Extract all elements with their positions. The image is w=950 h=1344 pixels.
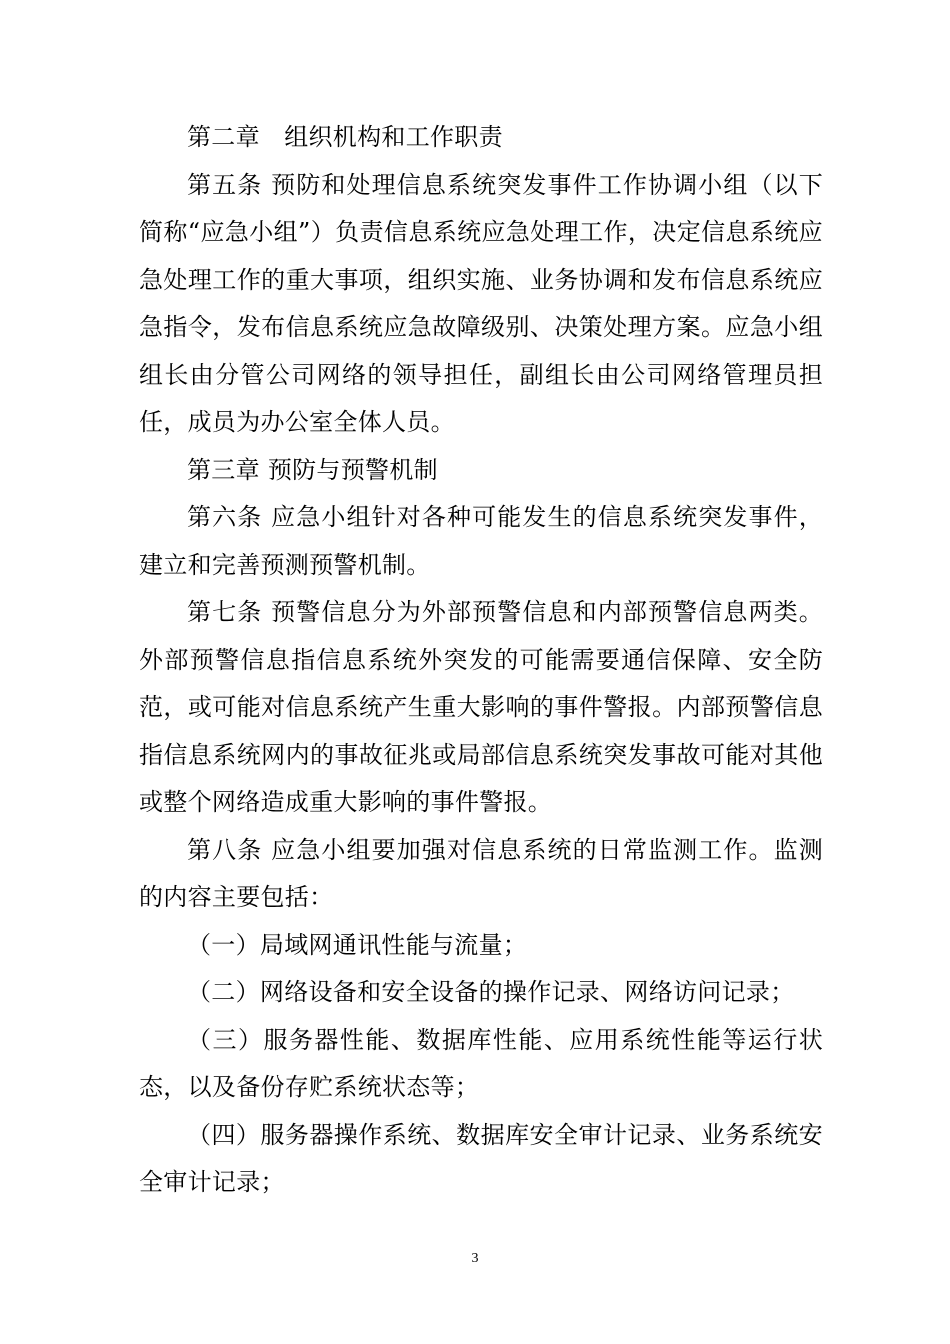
list-item-1: （一）局域网通讯性能与流量； — [187, 930, 528, 959]
article-5-paragraph: 第五条 预防和处理信息系统突发事件工作协调小组（以下简称“应急小组”）负责信息系统应急处理工作，决定信息系统应急处理工作的重大事项，组织实施、业务协调和发布信息系统应急指令，发布信息系统应急故障级别、决策处理方案。应急小组组长由分管公司网络的领导担任，副组长由公司网络管理员担任，成员为办公室全体人员。 — [139, 170, 823, 436]
document-body — [139, 114, 823, 1207]
chapter-heading-3: 第三章 预防与预警机制 — [187, 455, 438, 484]
chapter-heading-2: 第二章 组织机构和工作职责 — [187, 123, 503, 151]
article-6-paragraph: 第六条 应急小组针对各种可能发生的信息系统突发事件，建立和完善预测预警机制。 — [139, 503, 823, 579]
article-8-paragraph: 第八条 应急小组要加强对信息系统的日常监测工作。监测的内容主要包括： — [139, 835, 823, 911]
list-item-4: （四）服务器操作系统、数据库安全审计记录、业务系统安全审计记录； — [139, 1120, 823, 1196]
article-7-paragraph: 第七条 预警信息分为外部预警信息和内部预警信息两类。外部预警信息指信息系统外突发的可能需要通信保障、安全防范，或可能对信息系统产生重大影响的事件警报。内部预警信息指信息系统网内的事故征兆或局部信息系统突发事故可能对其他或整个网络造成重大影响的事件警报。 — [139, 598, 823, 816]
page-number: 3 — [471, 1251, 479, 1266]
list-item-2: （二）网络设备和安全设备的操作记录、网络访问记录； — [187, 978, 795, 1006]
list-item-3: （三）服务器性能、数据库性能、应用系统性能等运行状态，以及备份存贮系统状态等； — [139, 1025, 823, 1101]
